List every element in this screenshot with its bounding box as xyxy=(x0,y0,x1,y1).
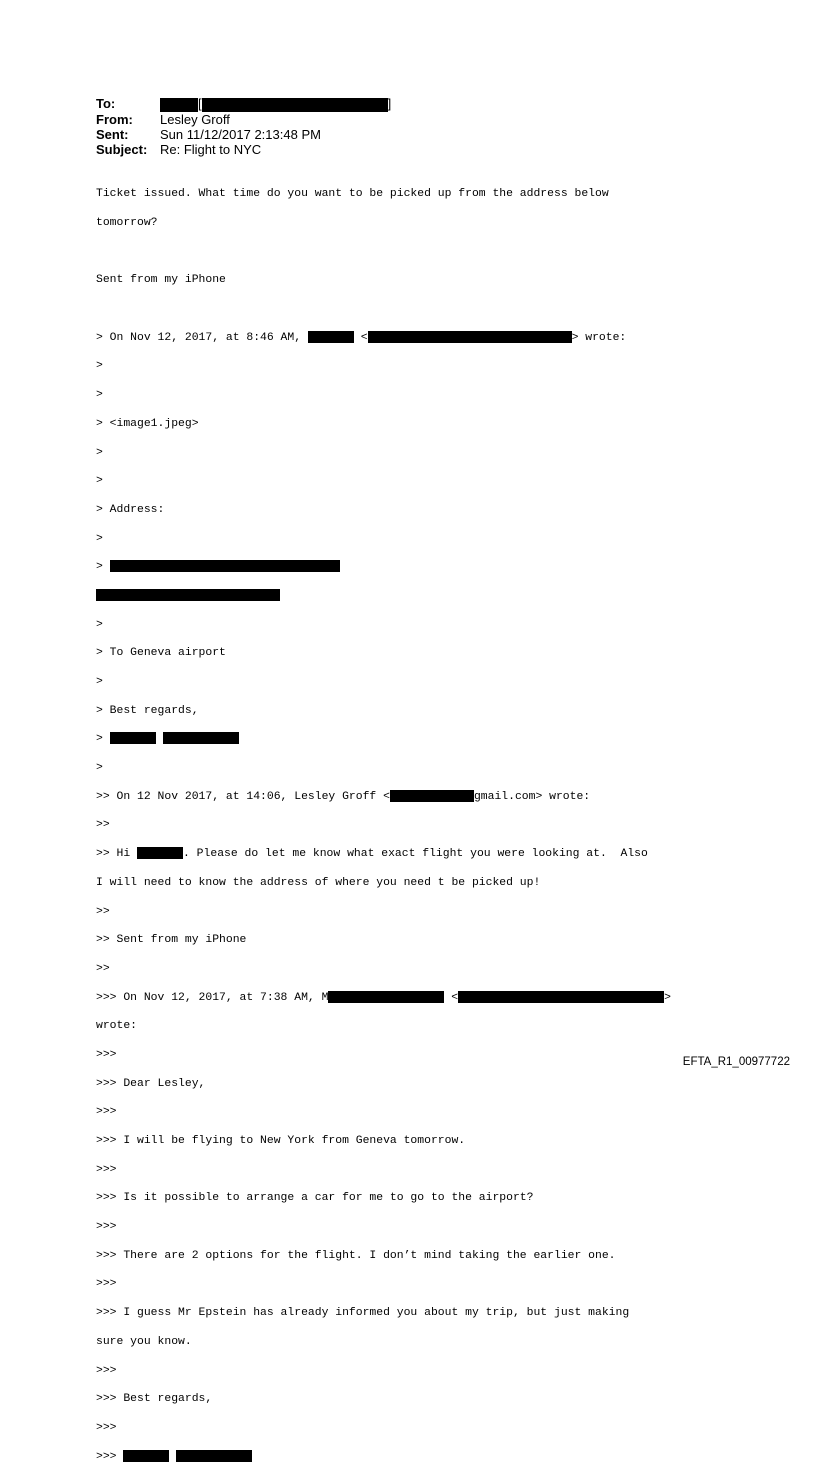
quote-prefix: > xyxy=(96,733,110,746)
subject-value: Re: Flight to NYC xyxy=(160,142,262,157)
geneva-line: > To Geneva airport xyxy=(96,647,226,660)
document-id: EFTA_R1_00977722 xyxy=(682,1056,790,1068)
quote-prefix: >> Hi xyxy=(96,848,138,861)
best-regards-line: >>> Best regards, xyxy=(96,1393,213,1406)
body-line: sure you know. xyxy=(96,1335,192,1348)
email-from-row xyxy=(96,112,230,127)
redaction-bar xyxy=(160,98,198,112)
quote-suffix: gmail.com> wrote: xyxy=(473,790,591,803)
email-body xyxy=(96,173,671,1478)
sent-value: Sun 11/12/2017 2:13:48 PM xyxy=(160,127,321,142)
quote-prefix: >>> On Nov 12, 2017, at 7:38 AM, M xyxy=(96,991,329,1004)
quote-prefix: > xyxy=(96,561,110,574)
quote-line: >> xyxy=(96,819,110,832)
redaction-bar xyxy=(123,1450,169,1462)
address-line xyxy=(96,589,671,603)
email-subject-row xyxy=(96,142,261,157)
email-sent-row xyxy=(96,127,321,142)
quote-prefix: > On Nov 12, 2017, at 8:46 AM, xyxy=(96,331,308,344)
redaction-bar xyxy=(110,560,340,572)
subject-label: Subject: xyxy=(96,142,148,157)
redaction-bar xyxy=(390,790,474,802)
quote-line: >>> xyxy=(96,1163,117,1176)
redaction-bar xyxy=(308,331,354,343)
redaction-bar xyxy=(202,98,388,112)
quote-lt: < xyxy=(353,331,368,344)
to-close-bracket: ] xyxy=(387,96,392,111)
quote-header-line xyxy=(96,331,671,345)
body-line: tomorrow? xyxy=(96,217,158,230)
redaction-bar xyxy=(137,847,183,859)
quote-line: > xyxy=(96,475,103,488)
quote-suffix: > wrote: xyxy=(571,331,627,344)
address-label-line: > Address: xyxy=(96,503,165,516)
image-line: > <image1.jpeg> xyxy=(96,417,199,430)
blank-line xyxy=(96,245,671,259)
quote-line: > xyxy=(96,762,103,775)
redaction-bar xyxy=(110,732,156,744)
quote-prefix: >>> xyxy=(96,1450,124,1463)
body-line: >>> There are 2 options for the flight. I don’t mind taking the earlier one. xyxy=(96,1249,616,1262)
quote-line: >>> xyxy=(96,1364,117,1377)
blank-line xyxy=(96,302,671,316)
address-line xyxy=(96,560,671,574)
body-line: >>> I guess Mr Epstein has already informed you about my trip, but just making xyxy=(96,1307,630,1320)
redaction-bar xyxy=(163,732,239,744)
quote-line: > xyxy=(96,389,103,402)
quote-line: >>> xyxy=(96,1221,117,1234)
quote-line: > xyxy=(96,676,103,689)
from-value: Lesley Groff xyxy=(160,112,230,127)
to-label: To: xyxy=(96,96,116,111)
signature-line xyxy=(96,732,671,746)
from-label: From: xyxy=(96,112,133,127)
quote-line: >>> xyxy=(96,1048,117,1061)
quote-line: > xyxy=(96,532,103,545)
body-line: >>> Is it possible to arrange a car for me to go to the airport? xyxy=(96,1192,534,1205)
body-line: >>> I will be flying to New York from Geneva tomorrow. xyxy=(96,1135,466,1148)
sent-label: Sent: xyxy=(96,127,129,142)
redaction-bar xyxy=(368,331,572,343)
wrote-line: wrote: xyxy=(96,1020,138,1033)
quote-line: >>> xyxy=(96,1106,117,1119)
redaction-bar xyxy=(328,991,444,1003)
quote-lt: < xyxy=(444,991,459,1004)
sent-from-line: >> Sent from my iPhone xyxy=(96,934,247,947)
quote-line: > xyxy=(96,360,103,373)
quote-line: >> xyxy=(96,962,110,975)
redaction-bar xyxy=(458,991,664,1003)
quote-prefix: >> On 12 Nov 2017, at 14:06, Lesley Groff < xyxy=(96,790,390,803)
to-open-bracket: [ xyxy=(198,96,202,111)
body-line: I will need to know the address of where you need t be picked up! xyxy=(96,876,541,889)
greeting-line: >>> Dear Lesley, xyxy=(96,1077,206,1090)
best-regards-line: > Best regards, xyxy=(96,704,199,717)
hi-line xyxy=(96,847,671,861)
sent-from-line: Sent from my iPhone xyxy=(96,274,226,287)
body-line: Ticket issued. What time do you want to be picked up from the address below xyxy=(96,188,609,201)
quote-header-line xyxy=(96,991,671,1005)
signature-line xyxy=(96,1450,671,1464)
quote-header-line xyxy=(96,790,671,804)
redaction-bar xyxy=(96,589,280,601)
quote-line: > xyxy=(96,618,103,631)
quote-line: >>> xyxy=(96,1421,117,1434)
quote-line: >>> xyxy=(96,1278,117,1291)
quote-suffix: > xyxy=(664,991,671,1004)
hi-text: . Please do let me know what exact flight you were looking at. Also xyxy=(183,848,648,861)
redaction-bar xyxy=(176,1450,252,1462)
quote-line: > xyxy=(96,446,103,459)
email-to-row xyxy=(96,96,391,112)
quote-line: >> xyxy=(96,905,110,918)
